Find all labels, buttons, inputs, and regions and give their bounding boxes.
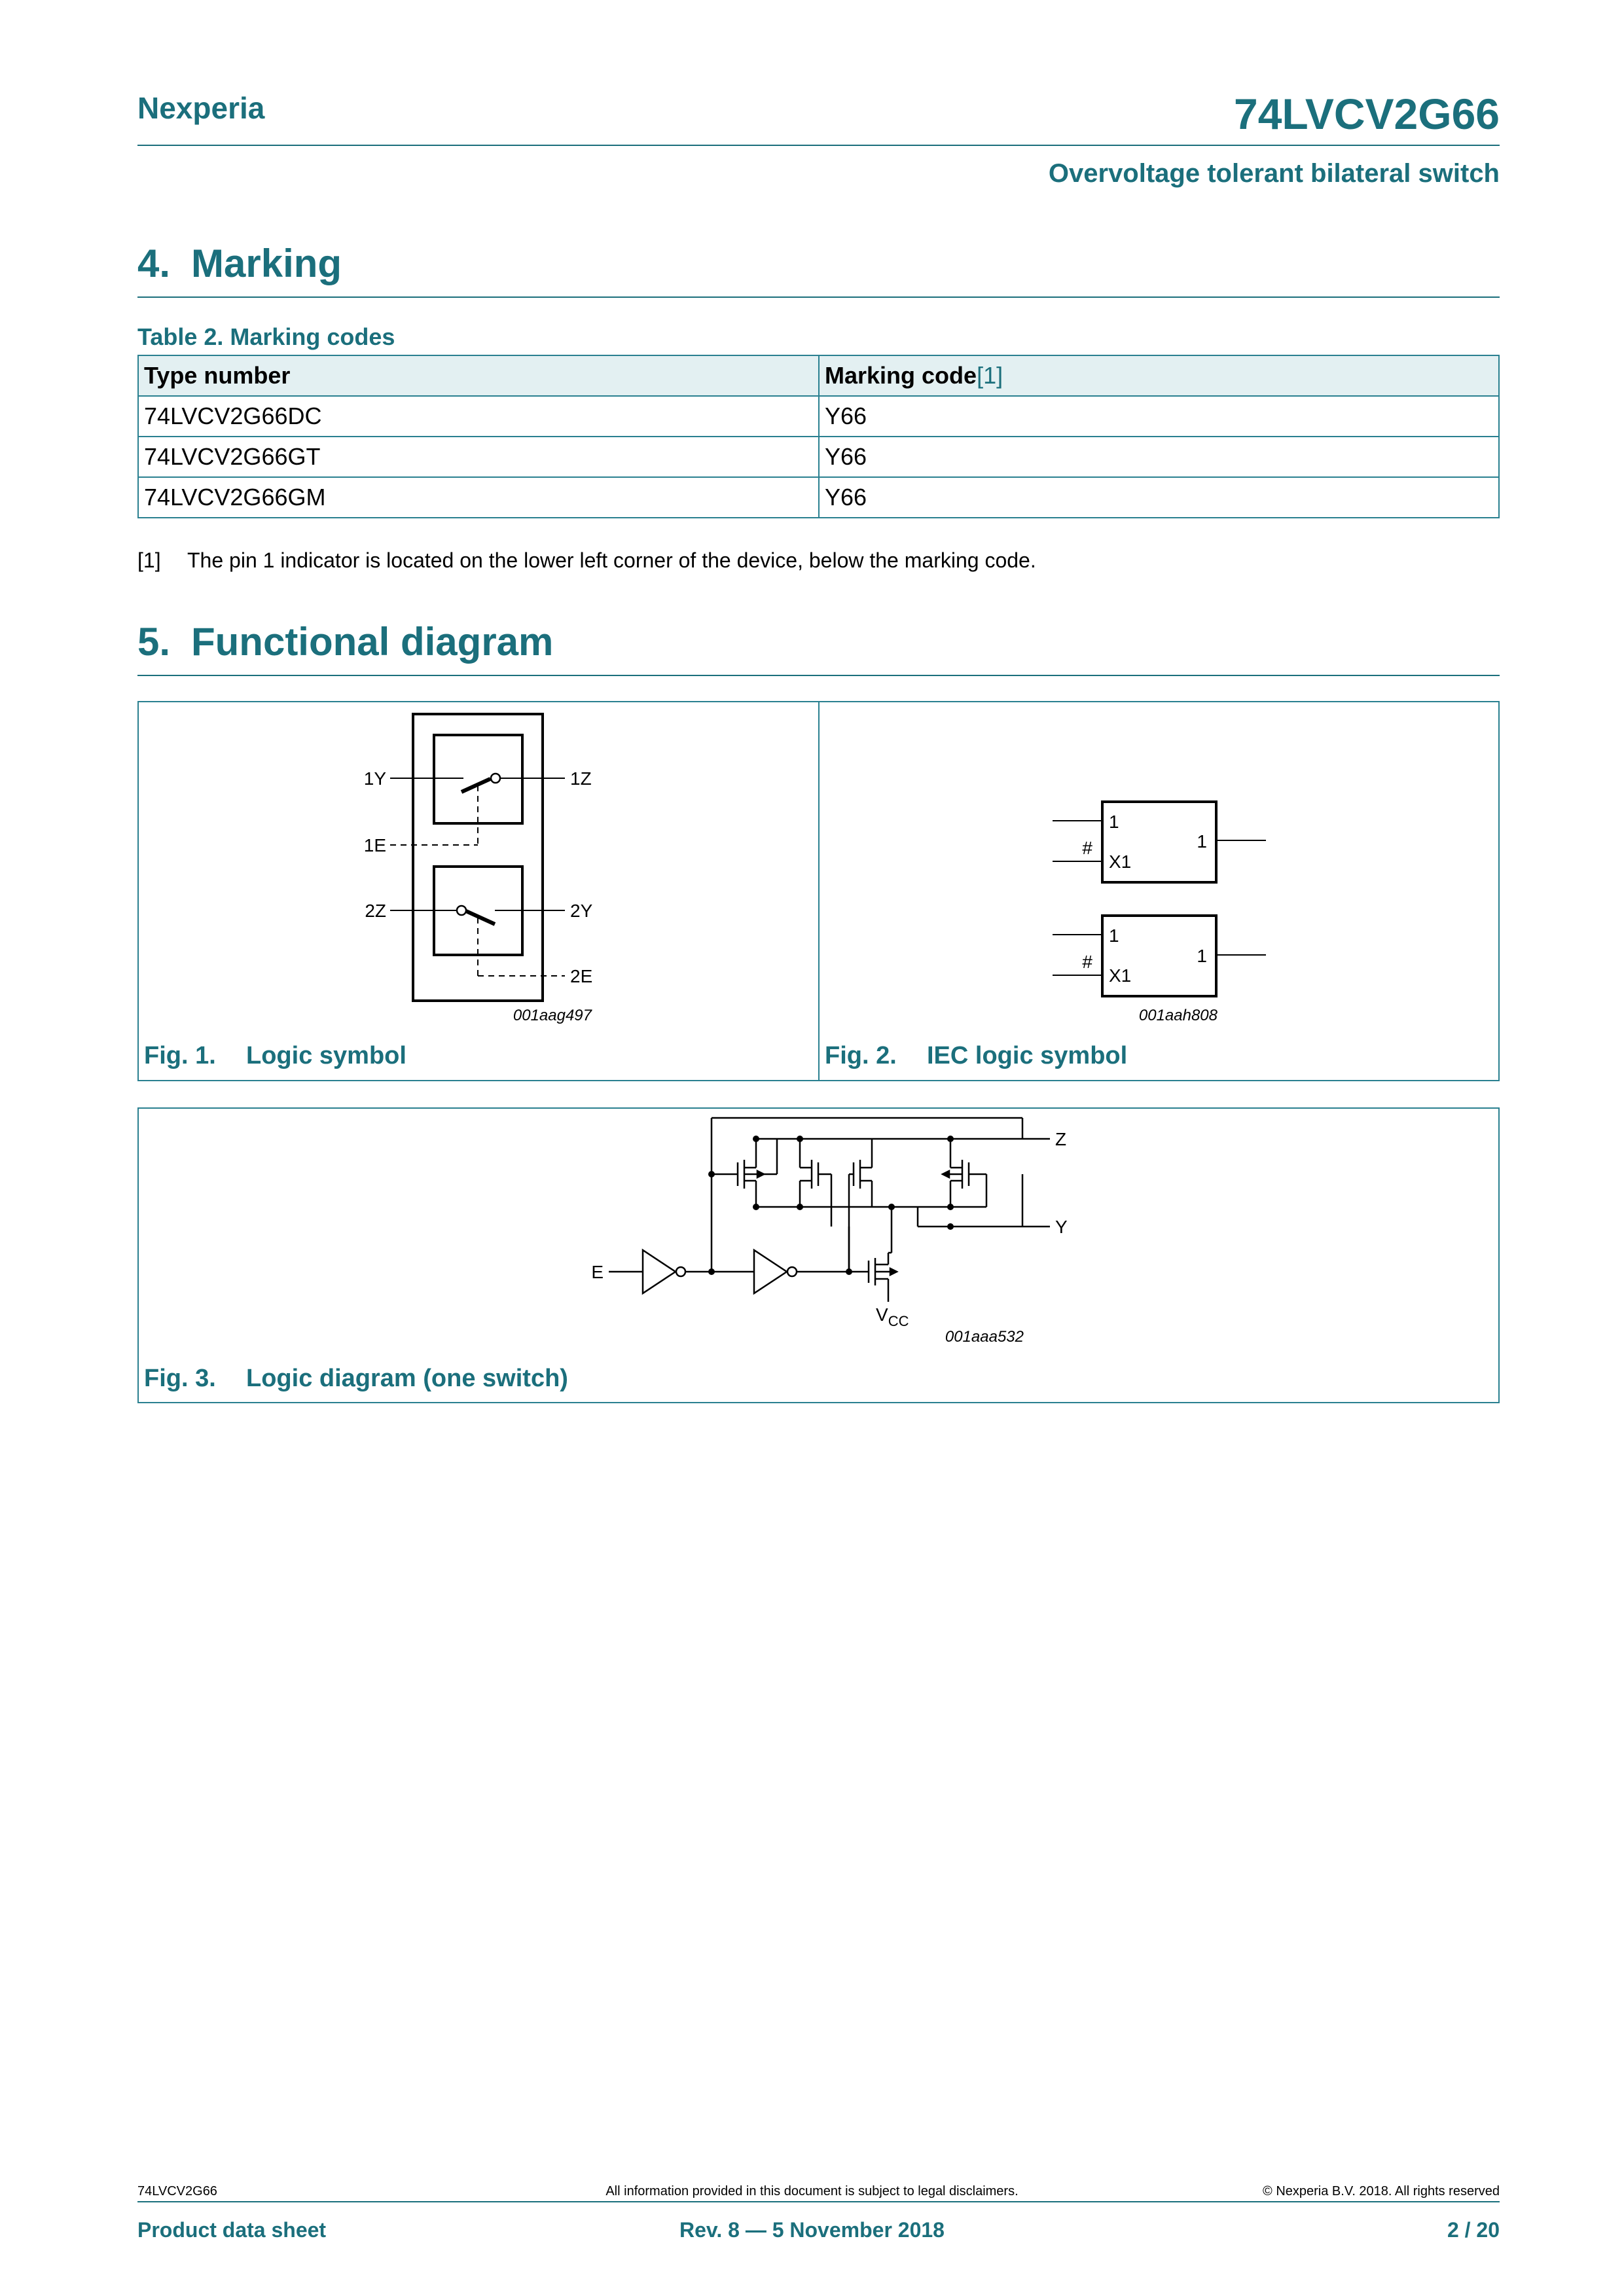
pin-label-2y: 2Y <box>570 901 593 921</box>
table-header-row <box>138 355 1499 396</box>
figure-2-caption <box>825 1042 1127 1070</box>
table-row <box>138 477 1499 518</box>
figure-title: Logic diagram (one switch) <box>246 1365 568 1392</box>
supply-label-vcc <box>876 1304 909 1329</box>
figure-number: Fig. 1. <box>144 1042 216 1069</box>
pin-label-2z: 2Z <box>365 901 386 921</box>
column-header-marking-code <box>819 355 1499 396</box>
figure-1-caption <box>144 1042 406 1070</box>
type-number-cell: 74LVCV2G66DC <box>138 396 819 437</box>
part-number: 74LVCV2G66 <box>1234 90 1500 138</box>
vcc-main: V <box>876 1304 888 1325</box>
footnote-label: [1] <box>137 548 161 572</box>
footer-copyright: © Nexperia B.V. 2018. All rights reserved <box>1263 2184 1500 2198</box>
section-title: Marking <box>191 242 342 285</box>
iec-label-one: 1 <box>1109 925 1119 946</box>
logic-symbol-diagram <box>139 702 820 1081</box>
iec-label-one: 1 <box>1197 946 1207 966</box>
iec-label-x1: X1 <box>1109 965 1132 986</box>
pin-label-2e: 2E <box>570 966 593 986</box>
header-rule <box>137 145 1500 146</box>
document-subtitle: Overvoltage tolerant bilateral switch <box>1048 159 1500 188</box>
type-number-cell: 74LVCV2G66GM <box>138 477 819 518</box>
figure-3-caption <box>144 1365 568 1393</box>
footnote-reference-link[interactable]: [1] <box>977 362 1003 389</box>
figure-title: Logic symbol <box>246 1042 406 1069</box>
pin-label-1z: 1Z <box>570 768 592 789</box>
marking-code-cell: Y66 <box>819 477 1499 518</box>
figure-number: Fig. 2. <box>825 1042 897 1069</box>
footer-revision: Rev. 8 — 5 November 2018 <box>679 2218 945 2242</box>
column-header-type-number: Type number <box>138 355 819 396</box>
section-heading-functional <box>137 619 553 664</box>
figure-2-box <box>818 701 1500 1081</box>
marking-code-cell: Y66 <box>819 437 1499 477</box>
table-footnote <box>137 548 1036 573</box>
figure-title: IEC logic symbol <box>927 1042 1128 1069</box>
marking-code-header-label: Marking code <box>825 362 977 389</box>
vcc-subscript: CC <box>888 1313 909 1329</box>
table-row <box>138 396 1499 437</box>
iec-label-hash: # <box>1082 838 1092 858</box>
footer-page-number: 2 / 20 <box>1447 2218 1500 2242</box>
figure-1-box <box>137 701 820 1081</box>
node-label-z: Z <box>1055 1129 1067 1149</box>
footer-doc-type: Product data sheet <box>137 2218 327 2242</box>
figure-code: 001aaa532 <box>945 1328 1024 1346</box>
footer-doc-id: 74LVCV2G66 <box>137 2184 217 2198</box>
type-number-cell: 74LVCV2G66GT <box>138 437 819 477</box>
node-label-y: Y <box>1055 1217 1068 1237</box>
marking-code-cell: Y66 <box>819 396 1499 437</box>
figure-code: 001aah808 <box>1138 1007 1218 1024</box>
marking-codes-table <box>137 355 1500 518</box>
figure-code: 001aag497 <box>513 1007 592 1024</box>
section-rule <box>137 675 1500 676</box>
section-number: 4. <box>137 242 171 285</box>
node-label-e: E <box>591 1262 604 1282</box>
pin-label-1e: 1E <box>363 835 386 855</box>
logic-diagram-one-switch <box>139 1109 1500 1403</box>
footnote-text: The pin 1 indicator is located on the lower left corner of the device, below the marking code. <box>187 548 1036 572</box>
section-title: Functional diagram <box>191 620 554 664</box>
section-number: 5. <box>137 620 171 664</box>
table-row <box>138 437 1499 477</box>
footer-disclaimer: All information provided in this document is subject to legal disclaimers. <box>605 2184 1019 2198</box>
figure-number: Fig. 3. <box>144 1365 216 1392</box>
section-rule <box>137 296 1500 298</box>
iec-label-x1: X1 <box>1109 852 1132 872</box>
brand-name: Nexperia <box>137 91 265 125</box>
section-heading-marking <box>137 241 342 286</box>
iec-label-one: 1 <box>1109 812 1119 832</box>
iec-logic-symbol-diagram <box>820 702 1500 1081</box>
figure-3-box <box>137 1107 1500 1403</box>
footer-rule <box>137 2201 1500 2202</box>
table-caption: Table 2. Marking codes <box>137 323 395 350</box>
iec-label-hash: # <box>1082 952 1092 972</box>
pin-label-1y: 1Y <box>363 768 386 789</box>
iec-label-one: 1 <box>1197 831 1207 852</box>
